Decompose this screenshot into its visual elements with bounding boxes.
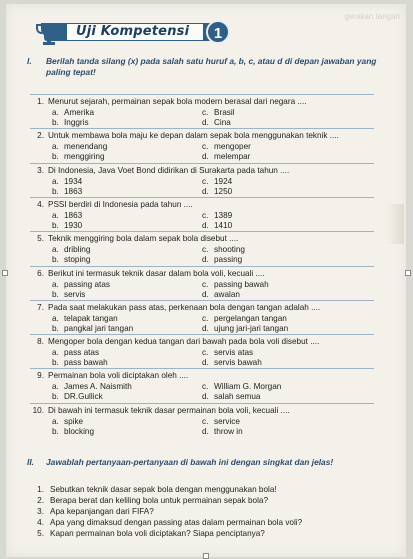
option-a[interactable] [52,142,107,152]
option-text: pass atas [64,348,100,358]
option-letter: d. [202,323,209,333]
option-letter: a. [52,416,59,426]
option-letter: d. [202,358,209,368]
option-text: Brasil [214,108,235,117]
option-text: ujung jari-jari tangan [214,323,289,333]
option-letter: d. [202,255,209,265]
resize-handle-bottom[interactable] [203,553,209,559]
option-letter: a. [52,210,59,220]
option-c[interactable] [202,211,232,221]
option-text: throw in [214,426,243,436]
option-d[interactable] [202,152,250,162]
document-page [6,4,406,557]
option-text: Inggris [64,118,89,127]
option-b[interactable] [52,427,94,437]
page-edge-shadow [386,204,404,244]
option-letter: b. [52,289,59,299]
option-c[interactable] [202,280,269,290]
question-number: 3. [37,165,44,175]
question-divider [30,266,374,267]
question-stem: Di Indonesia, Java Voet Bond didirikan di Surakarta pada tahun .... [48,165,290,175]
option-text: passing atas [64,279,110,289]
option-text: William G. Morgan [214,382,282,392]
essay-number: 3. [37,507,44,516]
question-number: 2. [37,131,44,141]
option-text: spike [64,416,84,426]
option-text: service [214,416,240,426]
option-text: menggiring [64,152,105,162]
question-number: 6. [37,268,44,278]
question-stem: Pada saat melakukan pass atas, perkenaan bola dengan tangan adalah .... [48,302,321,312]
option-letter: d. [202,220,209,230]
question-number: 8. [37,337,44,347]
option-a[interactable] [52,245,90,255]
section2-instruction-text: Jawablah pertanyaan-pertanyaan di bawah ini dengan singkat dan jelas! [46,457,334,467]
option-d[interactable] [202,392,260,402]
option-a[interactable] [52,382,132,392]
option-letter: a. [52,176,59,186]
option-b[interactable] [52,255,90,265]
option-text: Cina [214,118,231,127]
option-text: 1863 [64,186,83,196]
question-stem: Mengoper bola dengan kedua tangan dari bawah pada bola voli disebut .... [48,337,320,347]
option-letter: a. [52,279,59,289]
option-letter: c. [202,210,209,220]
option-c[interactable] [202,177,232,187]
resize-handle-right[interactable] [405,270,411,276]
option-letter: d. [202,152,209,162]
option-text: shooting [214,245,245,255]
option-letter: c. [202,313,209,323]
option-text: pergelangan tangan [214,313,287,323]
essay-text: Berapa berat dan keliling bola untuk permainan sepak bola? [50,496,269,505]
essay-question [28,518,302,528]
essay-question [28,485,277,495]
option-text: melempar [214,152,251,162]
option-letter: b. [52,358,59,368]
option-text: 1934 [64,176,83,186]
option-text: telapak tangan [64,313,118,323]
option-letter: a. [52,313,59,323]
option-a[interactable] [52,211,82,221]
essay-number: 1. [37,485,44,494]
option-b[interactable] [52,221,82,231]
option-text: stoping [64,255,91,265]
option-text: mengoper [214,142,251,152]
option-letter: d. [202,289,209,299]
question-divider [30,94,374,95]
option-letter: a. [52,108,59,117]
question-divider [30,128,374,129]
essay-text: Kapan permainan bola voli diciptakan? Siapa penciptanya? [50,529,265,538]
option-letter: a. [52,348,59,358]
essay-question [28,496,268,506]
option-d[interactable] [202,290,240,300]
question-stem: Untuk membawa bola maju ke depan dalam sepak bola menggunakan teknik .... [48,131,339,141]
option-a[interactable] [52,314,118,324]
question-divider [30,231,374,232]
option-letter: d. [202,186,209,196]
option-letter: d. [202,118,209,127]
option-letter: d. [202,426,209,436]
option-text: 1250 [214,186,233,196]
option-text: menendang [64,142,108,152]
option-text: 1930 [64,220,83,230]
question-divider [30,163,374,164]
option-text: Amerika [64,108,95,117]
bleed-through-text: gerakan tangan [344,12,400,21]
option-text: DR.Gullick [64,392,103,402]
option-c[interactable] [202,417,240,427]
option-b[interactable] [52,324,133,334]
option-a[interactable] [52,108,94,118]
question-stem: Berikut ini termasuk teknik dasar dalam bola voli, kecuali .... [48,268,265,278]
question-number: 5. [37,234,44,244]
option-c[interactable] [202,314,287,324]
option-letter: b. [52,220,59,230]
option-letter: b. [52,255,59,265]
option-a[interactable] [52,177,82,187]
option-letter: b. [52,186,59,196]
option-text: blocking [64,426,95,436]
option-text: servis bawah [214,358,262,368]
section-number-badge: 1 [206,20,230,44]
option-d[interactable] [202,358,262,368]
option-letter: b. [52,152,59,162]
question-divider [30,368,374,369]
option-b[interactable] [52,358,108,368]
option-text: 1389 [214,210,233,220]
question-number: 1. [37,97,44,106]
section2-roman: II. [27,457,34,467]
essay-question [28,529,265,539]
section2-instruction [27,457,392,468]
option-c[interactable] [202,245,245,255]
option-text: James A. Naismith [64,382,132,392]
option-letter: b. [52,392,59,402]
option-d[interactable] [202,221,232,231]
option-letter: c. [202,348,209,358]
option-letter: a. [52,142,59,152]
question-number: 10. [32,405,44,415]
option-text: 1924 [214,176,233,186]
option-letter: b. [52,118,59,127]
option-c[interactable] [202,142,251,152]
option-text: servis atas [214,348,254,358]
option-text: 1410 [214,220,233,230]
option-b[interactable] [52,187,82,197]
option-c[interactable] [202,108,234,118]
option-letter: a. [52,382,59,392]
question-stem: Permainan bola voli diciptakan oleh .... [48,371,189,381]
question-divider [30,197,374,198]
option-d[interactable] [202,324,288,334]
question-divider [30,334,374,335]
essay-text: Apa kepanjangan dari FIFA? [50,507,154,516]
option-text: salah semua [214,392,261,402]
option-text: pass bawah [64,358,108,368]
essay-number: 5. [37,529,44,538]
option-b[interactable] [52,392,103,402]
option-letter: b. [52,426,59,436]
option-d[interactable] [202,255,242,265]
option-text: dribling [64,245,91,255]
question-number: 7. [37,302,44,312]
essay-question [28,507,154,517]
option-c[interactable] [202,382,281,392]
question-number: 4. [37,199,44,209]
question-number: 9. [37,371,44,381]
essay-number: 2. [37,496,44,505]
option-d[interactable] [202,118,231,128]
option-letter: c. [202,279,209,289]
section1-instruction-text: Berilah tanda silang (x) pada salah satu huruf a, b, c, atau d di depan jawaban yang paling tepat! [46,56,377,77]
section1-roman: I. [27,56,32,66]
question-stem: Di bawah ini termasuk teknik dasar permainan bola voli, kecuali .... [48,405,290,415]
option-text: passing bawah [214,279,269,289]
option-letter: d. [202,392,209,402]
essay-text: Apa yang dimaksud dengan passing atas dalam permainan bola voli? [50,518,303,527]
resize-handle-left[interactable] [2,270,8,276]
option-a[interactable] [52,417,83,427]
option-text: servis [64,289,86,299]
option-letter: c. [202,382,209,392]
option-c[interactable] [202,348,253,358]
question-divider [30,403,374,404]
option-text: pangkal jari tangan [64,323,134,333]
option-letter: c. [202,176,209,186]
question-stem: PSSI berdiri di Indonesia pada tahun .... [48,199,193,209]
option-a[interactable] [52,348,99,358]
option-letter: c. [202,142,209,152]
question-stem: Teknik menggiring bola dalam sepak bola disebut .... [48,234,239,244]
essay-number: 4. [37,518,44,527]
option-letter: c. [202,416,209,426]
option-d[interactable] [202,187,232,197]
question-divider [30,300,374,301]
section-banner [34,18,226,48]
option-text: awalan [214,289,240,299]
option-letter: b. [52,323,59,333]
essay-text: Sebutkan teknik dasar sepak bola dengan menggunakan bola! [50,485,277,494]
option-a[interactable] [52,280,110,290]
question-stem: Menurut sejarah, permainan sepak bola modern berasal dari negara .... [48,97,307,106]
section1-instruction [27,56,392,78]
option-d[interactable] [202,427,243,437]
option-b[interactable] [52,118,89,128]
option-b[interactable] [52,290,85,300]
option-letter: c. [202,108,209,117]
page-title: Uji Kompetensi [76,24,190,39]
option-text: passing [214,255,243,265]
option-text: 1863 [64,210,83,220]
option-letter: c. [202,245,209,255]
option-b[interactable] [52,152,105,162]
option-letter: a. [52,245,59,255]
